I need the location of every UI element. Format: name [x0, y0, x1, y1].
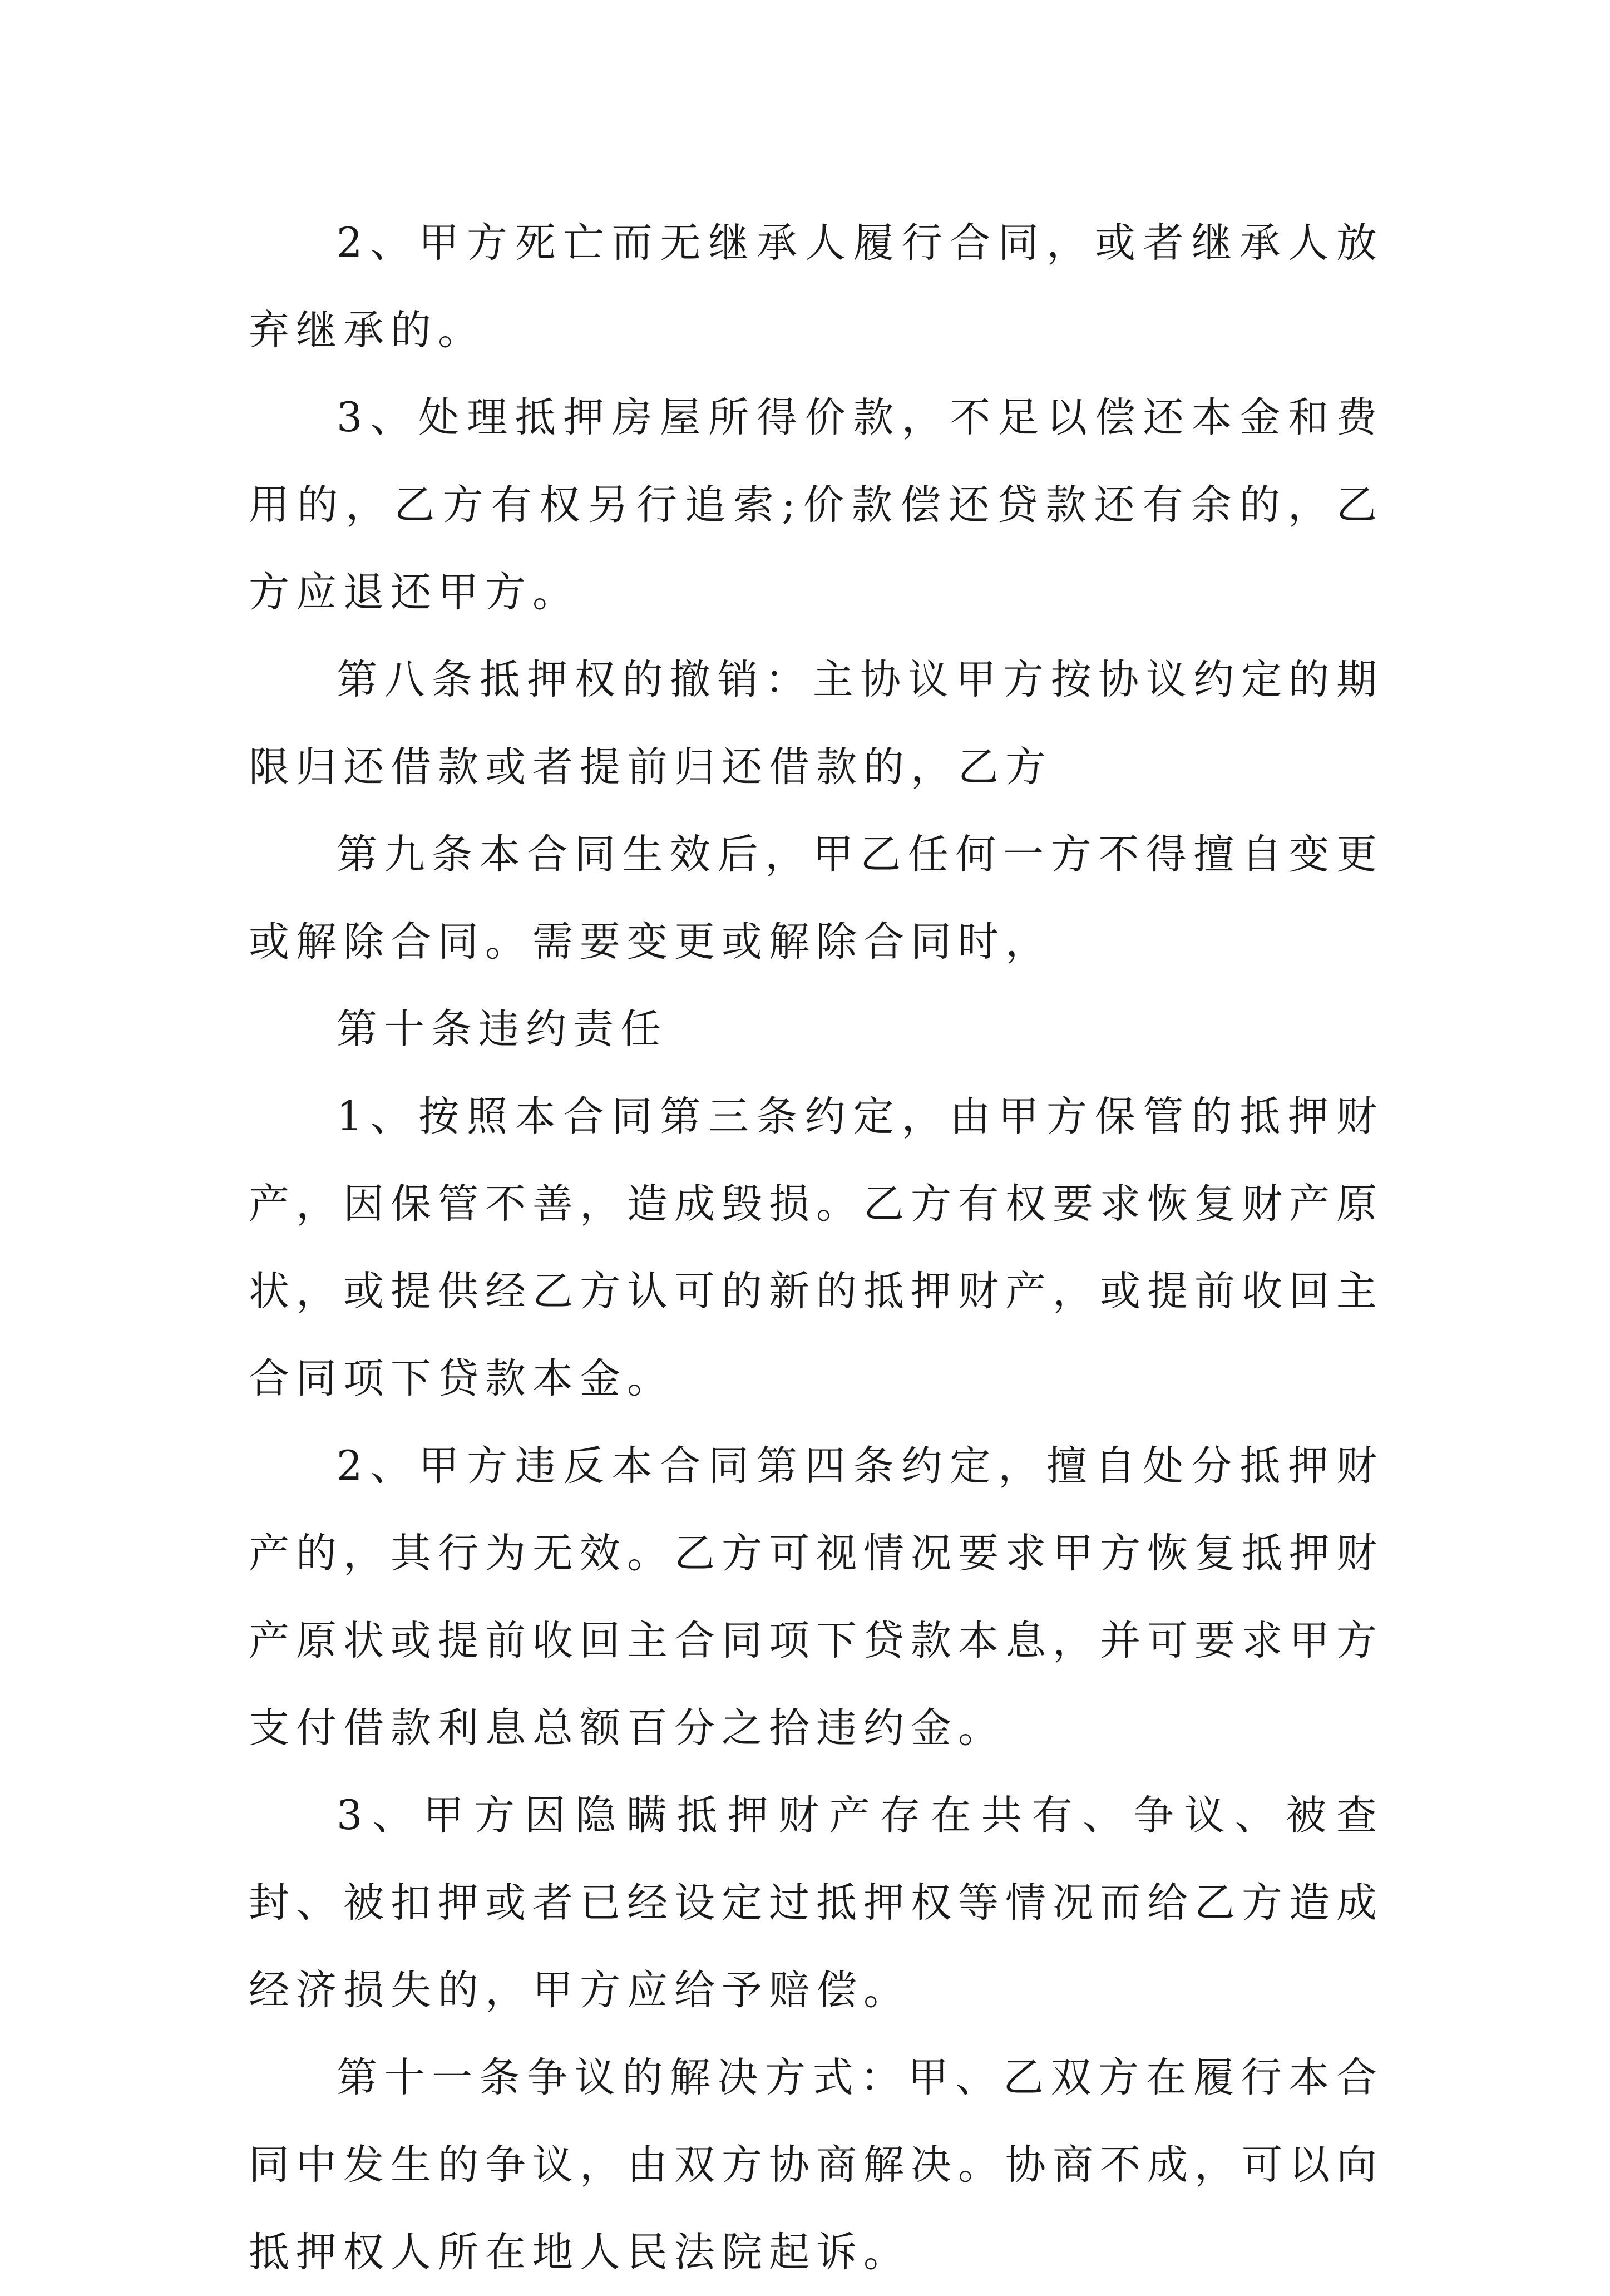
paragraph-clause-7-item-2: 2、甲方死亡而无继承人履行合同，或者继承人放弃继承的。: [249, 219, 1384, 354]
paragraph-clause-10-item-2: 2、甲方违反本合同第四条约定，擅自处分抵押财产的，其行为无效。乙方可视情况要求甲方恢复抵押财产原状或提前收回主合同项下贷款本息，并可要求甲方支付借款利息总额百分之拾违约金。: [249, 1442, 1384, 1752]
paragraph-clause-10-item-3: 3、甲方因隐瞒抵押财产存在共有、争议、被查封、被扣押或者已经设定过抵押权等情况而给乙方造成经济损失的，甲方应给予赔偿。: [249, 1792, 1384, 2014]
paragraph-clause-10-item-1: 1、按照本合同第三条约定，由甲方保管的抵押财产，因保管不善，造成毁损。乙方有权要求恢复财产原状，或提供经乙方认可的新的抵押财产，或提前收回主合同项下贷款本金。: [249, 1093, 1384, 1402]
paragraph-clause-8: 第八条抵押权的撤销：主协议甲方按协议约定的期限归还借款或者提前归还借款的，乙方: [249, 656, 1384, 791]
paragraph-clause-10-heading: 第十条违约责任: [337, 1006, 668, 1053]
document-body: [249, 199, 1384, 2296]
paragraph-clause-7-item-3: 3、处理抵押房屋所得价款，不足以偿还本金和费用的，乙方有权另行追索;价款偿还贷款还有余的，乙方应退还甲方。: [249, 394, 1384, 616]
paragraph-clause-9: 第九条本合同生效后，甲乙任何一方不得擅自变更或解除合同。需要变更或解除合同时，: [249, 831, 1384, 965]
paragraph-clause-11: 第十一条争议的解决方式：甲、乙双方在履行本合同中发生的争议，由双方协商解决。协商不成，可以向抵押权人所在地人民法院起诉。: [249, 2054, 1384, 2276]
